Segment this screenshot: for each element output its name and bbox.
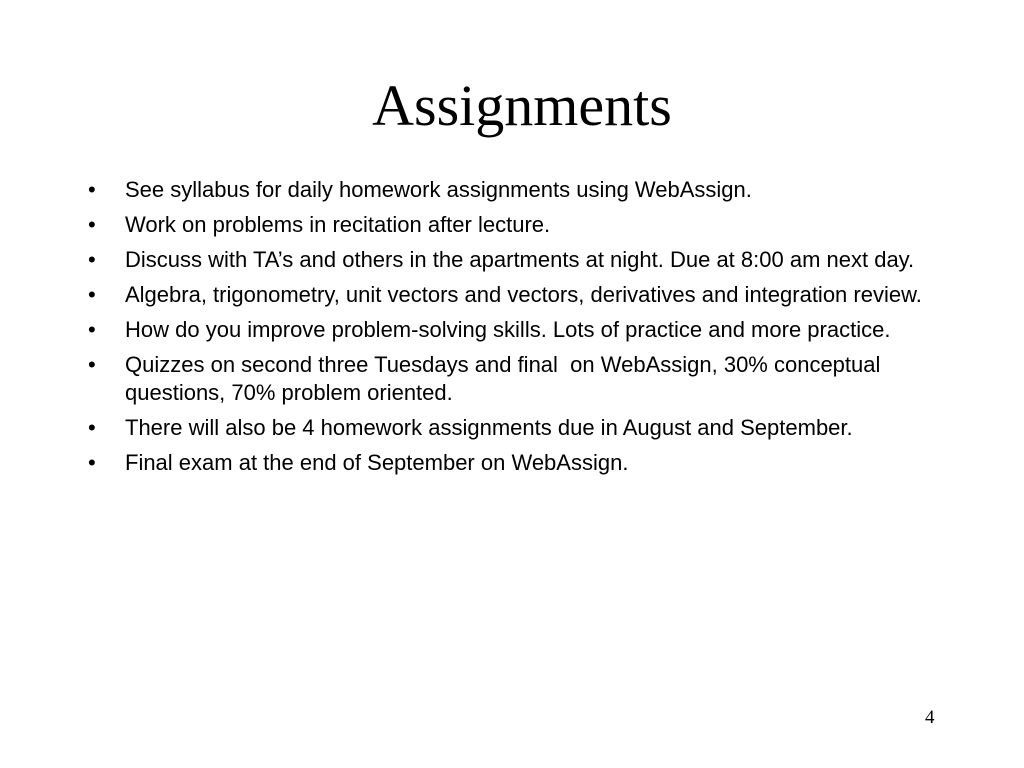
bullet-icon: • — [88, 212, 96, 237]
bullet-icon: • — [88, 352, 96, 377]
bullet-icon: • — [88, 247, 96, 272]
bullet-text: See syllabus for daily homework assignments using WebAssign. — [125, 177, 752, 202]
bullet-icon: • — [88, 450, 96, 475]
bullet-text: Discuss with TA’s and others in the apartments at night. Due at 8:00 am next day. — [125, 247, 915, 272]
bullet-item — [88, 176, 948, 204]
bullet-text: How do you improve problem-solving skills. Lots of practice and more practice. — [125, 317, 891, 342]
bullet-list — [88, 176, 948, 484]
bullet-item — [88, 316, 948, 344]
bullet-item — [88, 414, 948, 442]
bullet-icon: • — [88, 177, 96, 202]
bullet-item — [88, 351, 948, 407]
bullet-text: Work on problems in recitation after lecture. — [125, 212, 551, 237]
bullet-text: There will also be 4 homework assignments due in August and September. — [125, 415, 853, 440]
bullet-item — [88, 246, 948, 274]
bullet-icon: • — [88, 317, 96, 342]
bullet-text: Final exam at the end of September on WebAssign. — [125, 450, 629, 475]
bullet-item — [88, 211, 948, 239]
slide-title: Assignments — [372, 73, 672, 138]
bullet-item — [88, 449, 948, 477]
bullet-text: Quizzes on second three Tuesdays and final on WebAssign, 30% conceptual questions, 70% problem oriented. — [125, 352, 887, 405]
bullet-icon: • — [88, 282, 96, 307]
bullet-text: Algebra, trigonometry, unit vectors and vectors, derivatives and integration review. — [125, 282, 922, 307]
page-number: 4 — [925, 707, 935, 728]
bullet-item — [88, 281, 948, 309]
bullet-icon: • — [88, 415, 96, 440]
